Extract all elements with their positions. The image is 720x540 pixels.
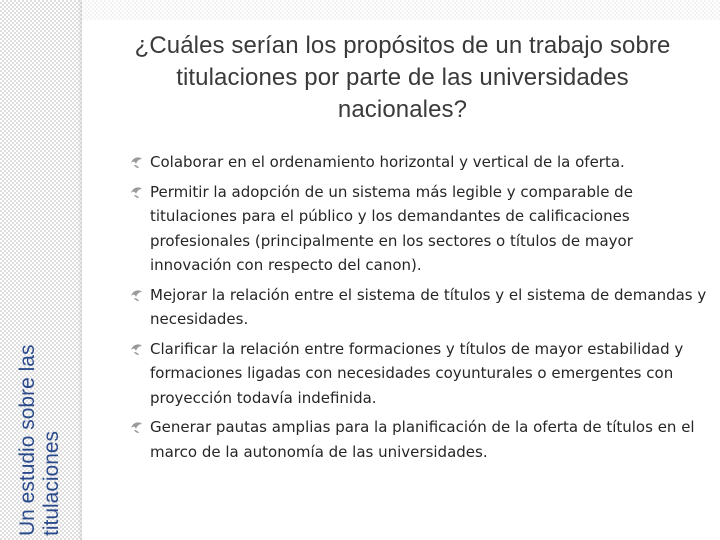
bullet-text: Permitir la adopción de un sistema más legible y comparable de titulaciones para el público y los demandantes de calificaciones profesionales (principalmente en los sectores o títulos de mayor innovación con respecto del canon).: [150, 182, 633, 274]
bullet-text: Colaborar en el ordenamiento horizontal y vertical de la oferta.: [150, 153, 625, 171]
vertical-section-title: [18, 236, 78, 536]
bullet-item: [128, 150, 708, 175]
bullet-text: Clarificar la relación entre formaciones y títulos de mayor estabilidad y formaciones ligadas con necesidades coyunturales o emergentes con proyección todavía indefinida.: [150, 339, 684, 407]
fleuron-icon: [128, 285, 144, 305]
bullet-list: [128, 150, 708, 469]
fleuron-icon: [128, 182, 144, 202]
bullet-item: [128, 283, 708, 332]
fleuron-icon: [128, 152, 144, 172]
bullet-text: Generar pautas amplias para la planificación de la oferta de títulos en el marco de la autonomía de las universidades.: [150, 418, 695, 461]
bullet-item: [128, 415, 708, 464]
bullet-text: Mejorar la relación entre el sistema de títulos y el sistema de demandas y necesidades.: [150, 285, 707, 328]
slide-title: ¿Cuáles serían los propósitos de un trabajo sobre titulaciones por parte de las universidades nacionales?: [134, 32, 671, 123]
bullet-item: [128, 180, 708, 278]
vertical-title-text: Un estudio sobre las titulaciones: [16, 344, 63, 536]
bullet-item: [128, 337, 708, 411]
fleuron-icon: [128, 417, 144, 437]
top-pattern-band: [82, 0, 720, 20]
fleuron-icon: [128, 339, 144, 359]
